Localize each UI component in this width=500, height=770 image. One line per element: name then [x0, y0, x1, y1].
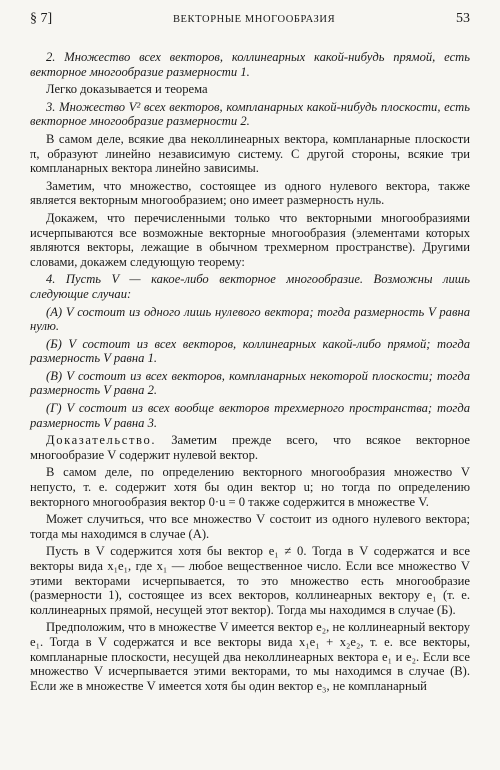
statement-3: 3. Множество V² всех векторов, компланарных какой-нибудь плоскости, есть векторное многообразие размерности 2. [30, 99, 470, 129]
book-page [30, 0, 470, 742]
case-g: (Г) V состоит из всех вообще векторов трехмерного пространства; тогда размерность V равна 3. [30, 401, 470, 430]
proof-paragraph [30, 433, 470, 462]
proof-text: Заметим прежде всего, что всякое векторное многообразие V содержит нулевой вектор. [30, 433, 470, 462]
paragraph: Предположим, что в множестве V имеется вектор e₂, не коллинеарный вектору e₁. Тогда в V содержатся и все векторы вида x₁e₁ + x₂e₂, т. е. все векторы, компланарные плоскости, несущей два неколлинеарных вектора e₁ и e₂. Если все множество V исчерпывается этими векторами, то мы находимся в случае (В). Если же в множестве V имеется хотя бы один вектор e₃, не компланарный [30, 620, 470, 693]
proof-label: Доказательство. [46, 433, 157, 448]
paragraph: Пусть в V содержится хотя бы вектор e₁ ≠ 0. Тогда в V содержатся и все векторы вида x₁e₁, где x₁ — любое вещественное число. Если все множество V этими векторами исчерпывается, то это множество есть многообразие (размерности 1), состоящее из всех векторов, коллинеарных вектору e₁ (т. е. коллинеарных прямой, несущей этот вектор). Тогда мы находимся в случае (Б). [30, 544, 470, 617]
theorem-4: 4. Пусть V — какое-либо векторное многообразие. Возможны лишь следующие случаи: [30, 272, 470, 301]
paragraph: Заметим, что множество, состоящее из одного нулевого вектора, также является векторным многообразием; оно имеет размерность нуль. [30, 178, 470, 208]
section-marker: § 7] [30, 11, 53, 26]
paragraph: Докажем, что перечисленными только что векторными многообразиями исчерпываются все возможные векторные многообразия (элементами которых являются векторы, лежащие в обычном трехмерном пространстве). Другими словами, докажем следующую теорему: [30, 210, 470, 269]
page-number: 53 [455, 11, 470, 26]
case-a: (А) V состоит из одного лишь нулевого вектора; тогда размерность V равна нулю. [30, 304, 470, 334]
paragraph: В самом деле, по определению векторного многообразия множество V непусто, т. е. содержит хотя бы один вектор u; но тогда по определению векторного многообразия вектор 0·u = 0 также содержится в множестве V. [30, 465, 470, 509]
page-header [30, 12, 470, 32]
case-b: (Б) V состоит из всех векторов, коллинеарных какой-либо прямой; тогда размерность V равна 1. [30, 336, 470, 366]
case-v: (В) V состоит из всех векторов, компланарных некоторой плоскости; тогда размерность V равна 2. [30, 368, 470, 398]
paragraph: Легко доказывается и теорема [46, 82, 208, 97]
statement-2: 2. Множество всех векторов, коллинеарных какой-нибудь прямой, есть векторное многообразие размерности 1. [30, 50, 470, 79]
running-title: ВЕКТОРНЫЕ МНОГООБРАЗИЯ [172, 14, 336, 25]
paragraph: Может случиться, что все множество V состоит из одного нулевого вектора; тогда мы находимся в случае (А). [30, 512, 470, 541]
paragraph: В самом деле, всякие два неколлинеарных вектора, компланарные плоскости π, образуют линейно независимую систему. С другой стороны, всякие три компланарных вектора линейно зависимы. [30, 131, 470, 176]
